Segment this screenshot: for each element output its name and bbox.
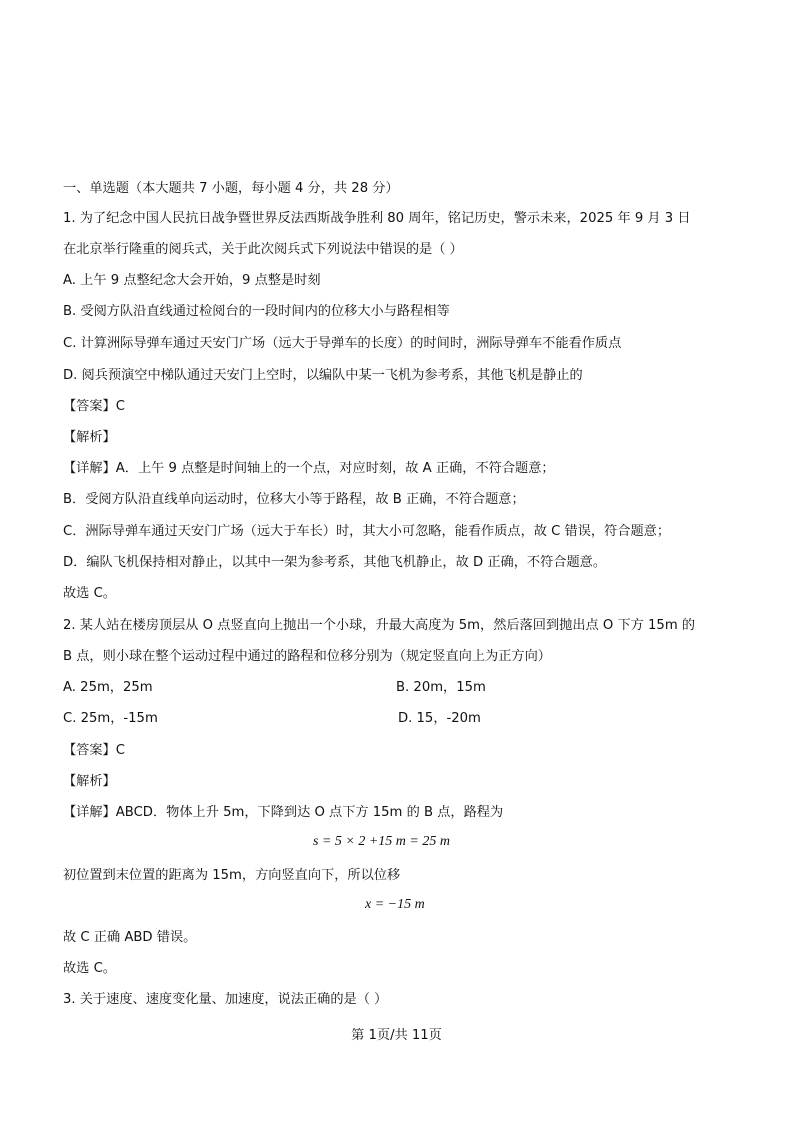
question-1-detail-b: B．受阅方队沿直线单向运动时，位移大小等于路程，故 B 正确，不符合题意； bbox=[63, 492, 525, 507]
question-2-answer: 【答案】C bbox=[63, 743, 125, 758]
page-footer: 第 1页/共 11页 bbox=[351, 1028, 442, 1043]
question-3-stem-line1: 3. 关于速度、速度变化量、加速度，说法正确的是（ ） bbox=[63, 992, 388, 1007]
question-2-option-c: C. 25m，-15m bbox=[63, 711, 158, 726]
question-2-option-a: A. 25m，25m bbox=[63, 680, 153, 695]
question-1-analysis-label: 【解析】 bbox=[63, 430, 116, 445]
question-2-option-b: B. 20m，15m bbox=[396, 680, 486, 695]
question-2-stem-line1: 2. 某人站在楼房顶层从 O 点竖直向上抛出一个小球，升最大高度为 5m，然后落回到抛出点 O 下方 15m 的 bbox=[63, 618, 696, 633]
question-1-option-b: B. 受阅方队沿直线通过检阅台的一段时间内的位移大小与路程相等 bbox=[63, 304, 450, 319]
question-2-option-d: D. 15，-20m bbox=[398, 711, 481, 726]
question-1-stem-line1: 1. 为了纪念中国人民抗日战争暨世界反法西斯战争胜利 80 周年，铭记历史，警示未来，2025 年 9 月 3 日 bbox=[63, 211, 691, 226]
question-1-answer: 【答案】C bbox=[63, 399, 125, 414]
section-title: 一、单选题（本大题共 7 小题，每小题 4 分，共 28 分） bbox=[63, 181, 399, 196]
question-2-analysis-label: 【解析】 bbox=[63, 774, 116, 789]
question-1-detail-a: 【详解】A．上午 9 点整是时间轴上的一个点，对应时刻，故 A 正确，不符合题意； bbox=[63, 461, 555, 476]
question-1-detail-c: C．洲际导弹车通过天安门广场（远大于车长）时，其大小可忽略，能看作质点，故 C 错误，符合题意； bbox=[63, 524, 671, 539]
question-1-option-c: C. 计算洲际导弹车通过天安门广场（远大于导弹车的长度）的时间时，洲际导弹车不能看作质点 bbox=[63, 336, 622, 351]
question-2-detail-2: 初位置到末位置的距离为 15m，方向竖直向下，所以位移 bbox=[63, 868, 401, 883]
question-1-option-d: D. 阅兵预演空中梯队通过天安门上空时，以编队中某一飞机为参考系，其他飞机是静止的 bbox=[63, 368, 583, 383]
question-1-stem-line2: 在北京举行隆重的阅兵式，关于此次阅兵式下列说法中错误的是（ ） bbox=[63, 242, 463, 257]
question-2-detail-1: 【详解】ABCD．物体上升 5m，下降到达 O 点下方 15m 的 B 点，路程为 bbox=[63, 805, 504, 820]
question-2-formula-2: x = −15 m bbox=[365, 897, 425, 912]
question-1-conclusion: 故选 C。 bbox=[63, 586, 116, 601]
question-1-detail-d: D．编队飞机保持相对静止，以其中一架为参考系，其他飞机静止，故 D 正确，不符合题意。 bbox=[63, 555, 607, 570]
question-2-stem-line2: B 点，则小球在整个运动过程中通过的路程和位移分别为（规定竖直向上为正方向） bbox=[63, 649, 551, 664]
question-2-formula-1: s = 5 × 2 +15 m = 25 m bbox=[313, 834, 450, 849]
question-2-conclusion: 故选 C。 bbox=[63, 961, 116, 976]
question-1-option-a: A. 上午 9 点整纪念大会开始，9 点整是时刻 bbox=[63, 273, 321, 288]
question-2-detail-3: 故 C 正确 ABD 错误。 bbox=[63, 930, 197, 945]
